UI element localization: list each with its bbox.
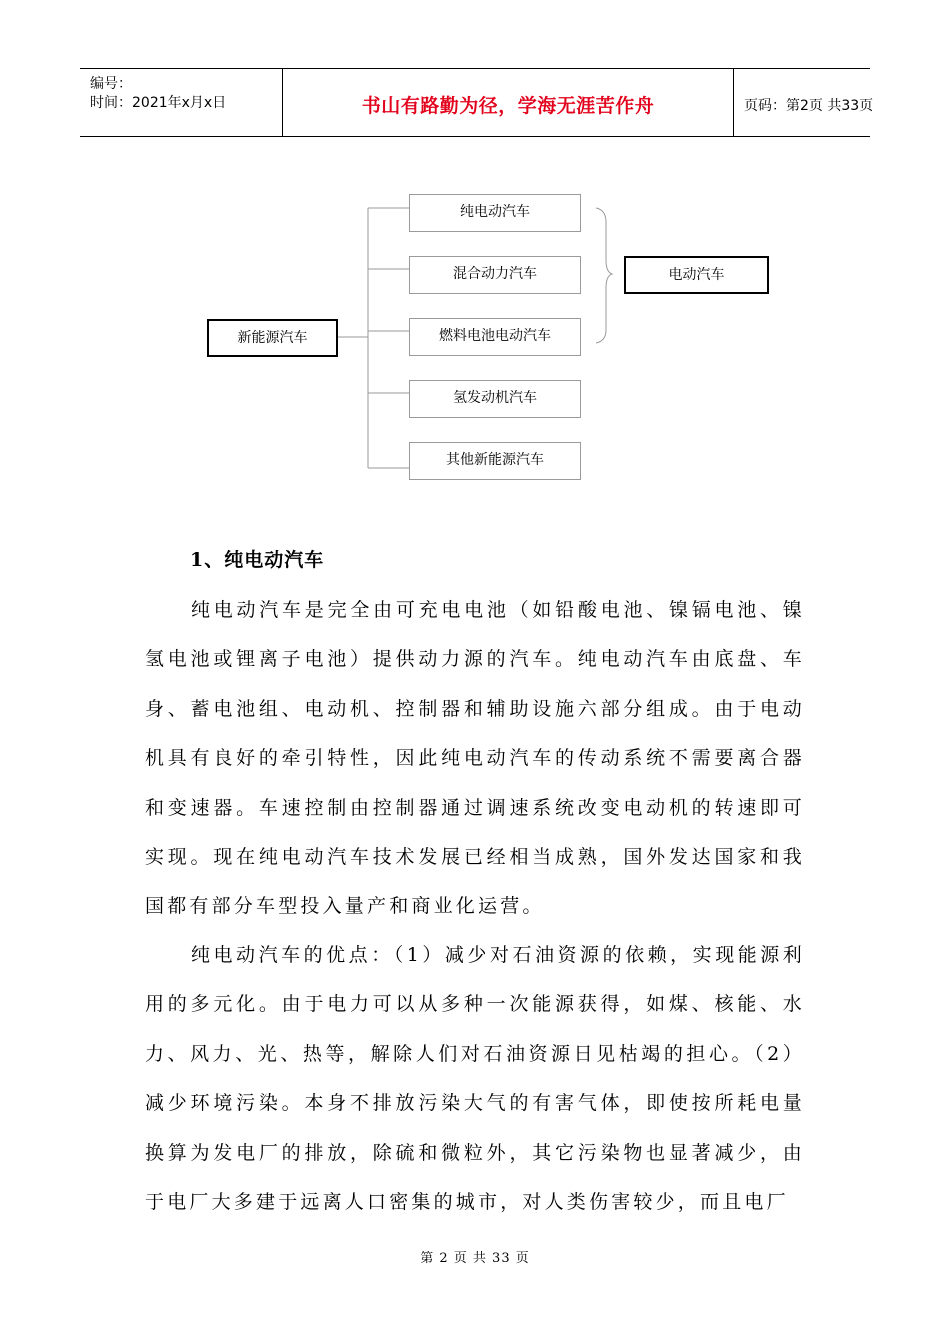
branch-label: 其他新能源汽车 [446,452,544,468]
document-number-label: 编号： [90,76,132,92]
branch-label: 氢发动机汽车 [453,390,537,406]
root-label: 新能源汽车 [237,330,308,346]
branch-label: 纯电动汽车 [460,204,530,220]
classification-diagram [0,0,950,520]
page-footer: 第 2 页 共 33 页 [420,1251,530,1266]
branch-box [409,256,581,294]
branch-box [409,318,581,356]
branch-box [409,380,581,418]
header-motto: 书山有路勤为径，学海无涯苦作舟 [361,95,655,117]
root-box [207,319,338,357]
body-paragraph: 纯电动汽车是完全由可充电电池（如铅酸电池、镍镉电池、镍氢电池或锂离子电池）提供动力源的汽车。纯电动汽车由底盘、车身、蓄电池组、电动机、控制器和辅助设施六部分组成。由于电动机具有良好的牵引特性，因此纯电动汽车的传动系统不需要离合器和变速器。车速控制由控制器通过调速系统改变电动机的转速即可实现。现在纯电动汽车技术发展已经相当成熟，国外发达国家和我国都有部分车型投入量产和商业化运营。 [145,599,805,918]
grouping-brace [596,208,612,343]
branch-label: 燃料电池电动汽车 [439,328,551,344]
section-heading: 1、纯电动汽车 [190,549,325,571]
header-page-label: 页码：第2页 共33页 [744,98,874,114]
branch-box [409,194,581,232]
branch-box [409,442,581,480]
body-paragraph: 纯电动汽车的优点：（1）减少对石油资源的依赖，实现能源利用的多元化。由于电力可以从多种一次能源获得，如煤、核能、水力、风力、光、热等，解除人们对石油资源日见枯竭的担心。（2）减少环境污染。本身不排放污染大气的有害气体，即使按所耗电量换算为发电厂的排放，除硫和微粒外，其它污染物也显著减少，由于电厂大多建于远离人口密集的城市，对人类伤害较少，而且电厂 [145,944,805,1214]
branch-label: 混合动力汽车 [453,266,537,282]
group-box [624,256,769,294]
group-label: 电动汽车 [668,267,725,283]
document-date-label: 时间：2021年x月x日 [90,95,227,111]
